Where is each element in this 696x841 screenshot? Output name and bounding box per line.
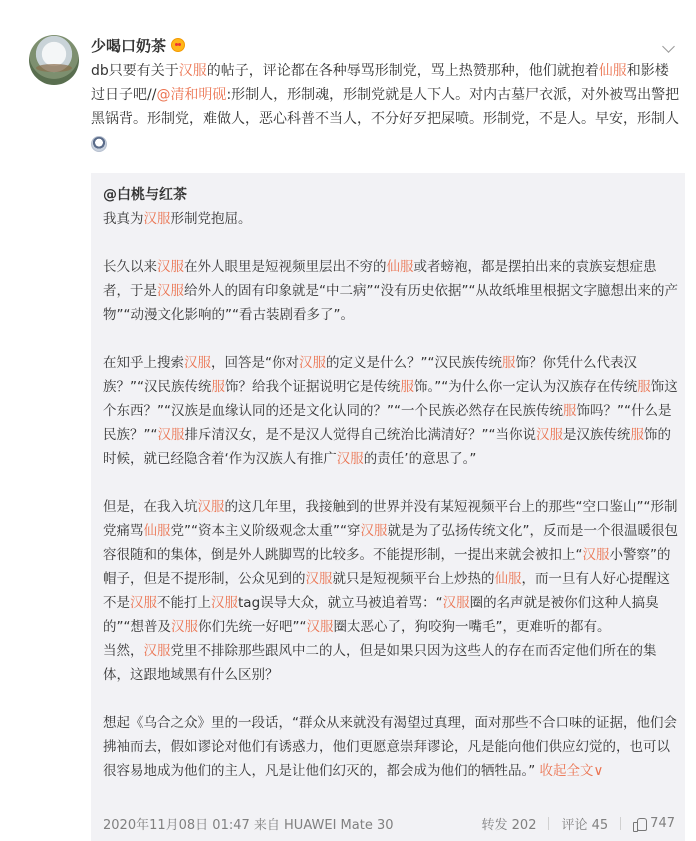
divider bbox=[548, 817, 549, 830]
paragraph-gap bbox=[103, 327, 679, 351]
keyword-link[interactable]: 汉服 bbox=[336, 451, 364, 467]
keyword-link[interactable]: 服 bbox=[562, 403, 577, 419]
paragraph-gap bbox=[103, 687, 679, 711]
chevron-up-icon: ∨ bbox=[593, 763, 604, 779]
keyword-link[interactable]: 汉服 bbox=[157, 283, 184, 299]
paragraph bbox=[103, 207, 679, 231]
keyword-link[interactable]: 汉服 bbox=[157, 259, 184, 275]
text-run: 就是为了弘扬传统文化”，反而是一个很温暖很包容很随和的集体，倒是外人跳脚骂的比较多。不能提形制，一提出来就会被扣上“ bbox=[103, 523, 678, 563]
paragraph bbox=[103, 351, 679, 471]
text-run: 和影楼过日子吧// bbox=[91, 63, 669, 103]
text-run: 饰。”“为什么你一定认为汉族存在传统 bbox=[414, 379, 638, 395]
vip-icon bbox=[171, 38, 185, 52]
repost-footer bbox=[103, 811, 675, 835]
author-row bbox=[91, 35, 185, 55]
text-run: 党”“资本主义阶级观念太重”“穿 bbox=[170, 523, 361, 539]
like-icon bbox=[633, 817, 646, 830]
text-run: :形制人，形制魂，形制党就是人下人。对内古墓尸衣派，对外被骂出警把黑锅背。形制党，难做人，恶心科普不当人，不分好歹把屎喷。形制党，不是人。早安，形制人 bbox=[91, 87, 680, 127]
text-run: 但是，在我入坑 bbox=[103, 499, 198, 515]
reposted-post bbox=[91, 173, 685, 841]
keyword-link[interactable]: 服 bbox=[211, 379, 225, 395]
text-run: 想起《乌合之众》里的一段话，“群众从来就没有渴望过真理，面对那些不合口味的证据，他们会拂袖而去，假如谬论对他们有诱惑力，他们更愿意崇拜谬论，凡是能向他们供应幻觉的，也可以很容易地成为他们的主人，凡是让他们幻灭的，都会成为他们的牺牲品。” bbox=[103, 715, 677, 779]
keyword-link[interactable]: 汉服 bbox=[536, 427, 563, 443]
keyword-link[interactable]: 汉服 bbox=[178, 63, 207, 79]
text-run: 的这几年里，我接触到的世界并没有某短视频平台上的那些“空口鉴山”“形制党痛骂 bbox=[103, 499, 678, 539]
keyword-link[interactable]: 服 bbox=[502, 355, 516, 371]
keyword-link[interactable]: 仙服 bbox=[598, 63, 627, 79]
keyword-link[interactable]: 汉服 bbox=[442, 595, 470, 611]
keyword-link[interactable]: 汉服 bbox=[305, 571, 333, 587]
paragraph bbox=[103, 711, 679, 783]
keyword-link[interactable]: 汉服 bbox=[130, 595, 157, 611]
divider bbox=[620, 817, 621, 830]
text-run: 饰的时候，就已经隐含着‘作为汉族人有推广 bbox=[103, 427, 671, 467]
text-run: 的责任’的意思了。” bbox=[363, 451, 477, 467]
text-run: 在外人眼里是短视频里层出不穷的 bbox=[184, 259, 387, 275]
text-run: 的帖子，评论都在各种辱骂形制党，骂上热赞那种，他们就抱着 bbox=[206, 63, 599, 79]
text-run: 饰吗？”“什么是民族？”“ bbox=[103, 403, 672, 443]
text-run: 在知乎上搜索 bbox=[103, 355, 184, 371]
collapse-text-link[interactable] bbox=[535, 763, 603, 779]
text-run: 圈的名声就是被你们这种人搞臭的”“想普及 bbox=[103, 595, 659, 635]
keyword-link[interactable]: 汉服 bbox=[306, 619, 334, 635]
repost-button[interactable]: 转发 202 bbox=[481, 817, 537, 833]
paragraph bbox=[103, 255, 679, 327]
keyword-link[interactable]: 汉服 bbox=[197, 499, 225, 515]
footer-actions bbox=[482, 814, 675, 833]
like-count: 747 bbox=[650, 815, 675, 831]
like-button[interactable] bbox=[633, 816, 675, 831]
collapse-label: 收起全文 bbox=[535, 763, 594, 779]
text-run: 是汉族传统 bbox=[563, 427, 631, 443]
post-text bbox=[91, 59, 681, 131]
keyword-link[interactable]: 汉服 bbox=[157, 427, 185, 443]
post-meta: 2020年11月08日 01:47 来自 HUAWEI Mate 30 bbox=[103, 817, 394, 833]
text-run: 的定义是什么？”“汉民族传统 bbox=[326, 355, 502, 371]
chevron-down-icon[interactable] bbox=[662, 40, 675, 53]
text-run: 饰？给我个证据说明它是传统 bbox=[225, 379, 401, 395]
keyword-link[interactable]: 汉服 bbox=[299, 355, 326, 371]
text-run: 当然， bbox=[103, 643, 144, 659]
text-run: 长久以来 bbox=[103, 259, 157, 275]
keyword-link[interactable]: 仙服 bbox=[143, 523, 171, 539]
paragraph-gap bbox=[103, 231, 679, 255]
keyword-link[interactable]: 汉服 bbox=[184, 355, 211, 371]
text-run: 饰？你凭什么代表汉族？”“汉民族传统 bbox=[103, 355, 637, 395]
paragraph-gap bbox=[103, 471, 679, 495]
paragraph bbox=[103, 495, 679, 639]
keyword-link[interactable]: 服 bbox=[630, 427, 644, 443]
small-avatar-icon[interactable] bbox=[91, 136, 107, 152]
text-run: ，回答是“你对 bbox=[211, 355, 299, 371]
keyword-link[interactable]: 汉服 bbox=[143, 643, 171, 659]
keyword-link[interactable]: 汉服 bbox=[211, 595, 238, 611]
text-run: 就只是短视频平台上炒热的 bbox=[332, 571, 495, 587]
text-run: db只要有关于 bbox=[91, 63, 179, 79]
text-run: tag误导大众，就立马被追着骂：“ bbox=[238, 595, 443, 611]
keyword-link[interactable]: 仙服 bbox=[494, 571, 522, 587]
comment-button[interactable]: 评论 45 bbox=[561, 817, 609, 833]
text-run: 形制党抱屈。 bbox=[170, 211, 252, 227]
repost-text bbox=[103, 207, 679, 783]
text-run: 你们先统一好吧”“ bbox=[198, 619, 307, 635]
mention-link[interactable]: @清和明砚 bbox=[156, 87, 227, 103]
keyword-link[interactable]: 仙服 bbox=[386, 259, 414, 275]
text-run: ，而一旦有人好心提醒这不是 bbox=[103, 571, 670, 611]
keyword-link[interactable]: 汉服 bbox=[171, 619, 198, 635]
keyword-link[interactable]: 汉服 bbox=[143, 211, 171, 227]
text-run: 圈太恶心了，狗咬狗一嘴毛”，更难听的都有。 bbox=[333, 619, 611, 635]
paragraph bbox=[103, 639, 679, 687]
text-run: 小警察”的帽子，但是不提形制，公众见到的 bbox=[103, 547, 671, 587]
text-run: 不能打上 bbox=[157, 595, 211, 611]
keyword-link[interactable]: 服 bbox=[637, 379, 651, 395]
repost-author[interactable]: @白桃与红茶 bbox=[103, 187, 187, 203]
text-run: 我真为 bbox=[103, 211, 144, 227]
text-run: 排斥清汉女，是不是汉人觉得自己统治比满清好？”“当你说 bbox=[184, 427, 536, 443]
keyword-link[interactable]: 汉服 bbox=[360, 523, 388, 539]
text-run: 或者螃袍，都是摆拍出来的袁族妄想症患者，于是 bbox=[103, 259, 657, 299]
text-run: 给外人的固有印象就是“中二病”“没有历史依据”“从故纸堆里根据文字臆想出来的产物”“动漫文化影响的”“看古装剧看多了”。 bbox=[103, 283, 678, 323]
keyword-link[interactable]: 汉服 bbox=[582, 547, 610, 563]
avatar[interactable] bbox=[29, 35, 79, 85]
keyword-link[interactable]: 服 bbox=[400, 379, 414, 395]
author-name[interactable]: 少喝口奶茶 bbox=[91, 36, 167, 55]
text-run: 饰这个东西？”“汉族是血缘认同的还是文化认同的？”“一个民族必然存在民族传统 bbox=[103, 379, 678, 419]
text-run: 党里不排除那些跟风中二的人，但是如果只因为这些人的存在而否定他们所在的集体，这跟地域黑有什么区别？ bbox=[103, 643, 657, 683]
